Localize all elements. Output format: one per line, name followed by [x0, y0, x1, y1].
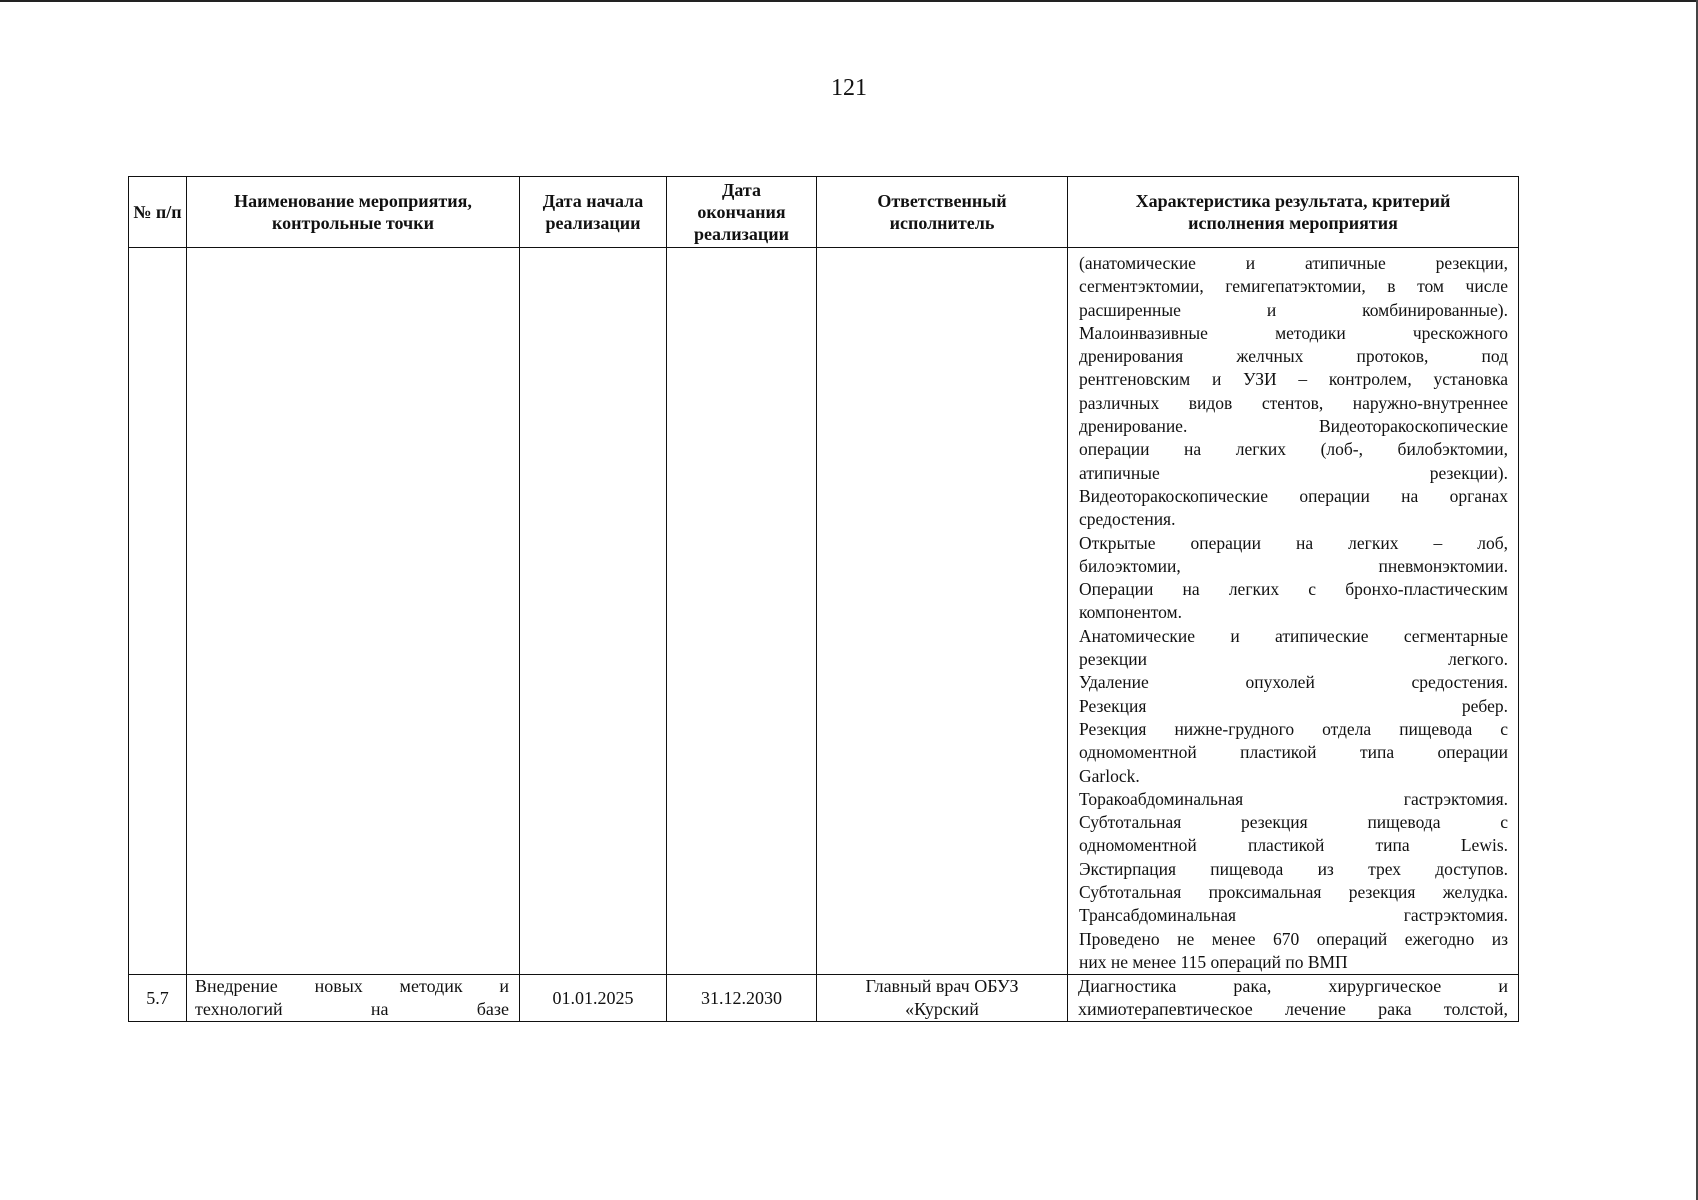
result-line: Субтотальная проксимальная резекция желудка.	[1079, 882, 1508, 903]
result-line: Открытые операции на легких – лоб,	[1079, 532, 1508, 553]
result-line: дренирование. Видеоторакоскопические	[1079, 416, 1508, 437]
result-line: одномоментной пластикой типа операции	[1079, 742, 1508, 763]
result-line: сегментэктомии, гемигепатэктомии, в том числе	[1079, 276, 1508, 297]
result-line: расширенные и комбинированные).	[1079, 299, 1508, 320]
result-line: Проведено не менее 670 операций ежегодно из	[1079, 928, 1508, 949]
result-line: резекции легкого.	[1079, 649, 1508, 670]
header-result: Характеристика результата, критерий исполнения мероприятия	[1068, 177, 1519, 248]
result-line: Трансабдоминальная гастрэктомия.	[1079, 905, 1508, 926]
result-line: одномоментной пластикой типа Lewis.	[1079, 835, 1508, 856]
activity-name	[187, 975, 520, 1022]
page-number: 121	[831, 75, 867, 101]
result-line: Торакоабдоминальная гастрэктомия.	[1079, 788, 1508, 809]
header-end-date: Дата окончания реализации	[667, 177, 817, 248]
result-line: атипичные резекции).	[1079, 462, 1508, 483]
result-line: Малоинвазивные методики чрескожного	[1079, 322, 1508, 343]
result-line: Резекция ребер.	[1079, 695, 1508, 716]
result-line: Субтотальная резекция пищевода с	[1079, 812, 1508, 833]
result-line: билоэктомии, пневмонэктомии.	[1079, 555, 1508, 576]
start-date-cell	[520, 248, 667, 975]
scan-edge	[0, 0, 1698, 2]
result-line: Диагностика рака, хирургическое и	[1078, 976, 1508, 997]
activities-table	[128, 176, 1519, 1022]
result-line: средостения.	[1079, 509, 1176, 530]
result-line: дренирования желчных протоков, под	[1079, 346, 1508, 367]
result-line: химиотерапевтическое лечение рака толстой,	[1078, 999, 1508, 1020]
activity-name-line: технологий на базе	[195, 999, 509, 1020]
result-line: Garlock.	[1079, 765, 1140, 786]
result-line: них не менее 115 операций по ВМП	[1079, 951, 1348, 972]
executor-line: Главный врач ОБУЗ	[865, 976, 1019, 997]
header-num: № п/п	[129, 177, 187, 248]
table-row	[129, 248, 1519, 975]
result-line: Резекция нижне-грудного отдела пищевода с	[1079, 718, 1508, 739]
result-line: Экстирпация пищевода из трех доступов.	[1079, 858, 1508, 879]
name-cell	[187, 248, 520, 975]
num-cell	[129, 248, 187, 975]
header-start-date: Дата начала реализации	[520, 177, 667, 248]
header-executor: Ответственный исполнитель	[817, 177, 1068, 248]
executor-cell	[817, 248, 1068, 975]
result-line: компонентом.	[1079, 602, 1183, 623]
result-cell	[1068, 248, 1519, 975]
result-line: Удаление опухолей средостения.	[1079, 672, 1508, 693]
executor	[817, 975, 1068, 1022]
end-date-cell	[667, 248, 817, 975]
activity-name-line: Внедрение новых методик и	[195, 976, 509, 997]
result-description	[1068, 975, 1519, 1022]
result-line: Анатомические и атипические сегментарные	[1079, 625, 1508, 646]
result-line: рентгеновским и УЗИ – контролем, установка	[1079, 369, 1508, 390]
result-line: Видеоторакоскопические операции на органах	[1079, 485, 1508, 506]
result-line: Операции на легких с бронхо-пластическим	[1079, 579, 1508, 600]
result-line: операции на легких (лоб-, билобэктомии,	[1079, 439, 1508, 460]
table-header-row	[129, 177, 1519, 248]
result-text	[1068, 248, 1518, 974]
row-number: 5.7	[129, 975, 187, 1022]
executor-line: «Курский	[905, 999, 979, 1020]
end-date: 31.12.2030	[667, 975, 817, 1022]
result-line: различных видов стентов, наружно-внутреннее	[1079, 392, 1508, 413]
start-date: 01.01.2025	[520, 975, 667, 1022]
result-line: (анатомические и атипичные резекции,	[1079, 253, 1508, 273]
table-row	[129, 975, 1519, 1022]
header-name: Наименование мероприятия, контрольные точки	[187, 177, 520, 248]
